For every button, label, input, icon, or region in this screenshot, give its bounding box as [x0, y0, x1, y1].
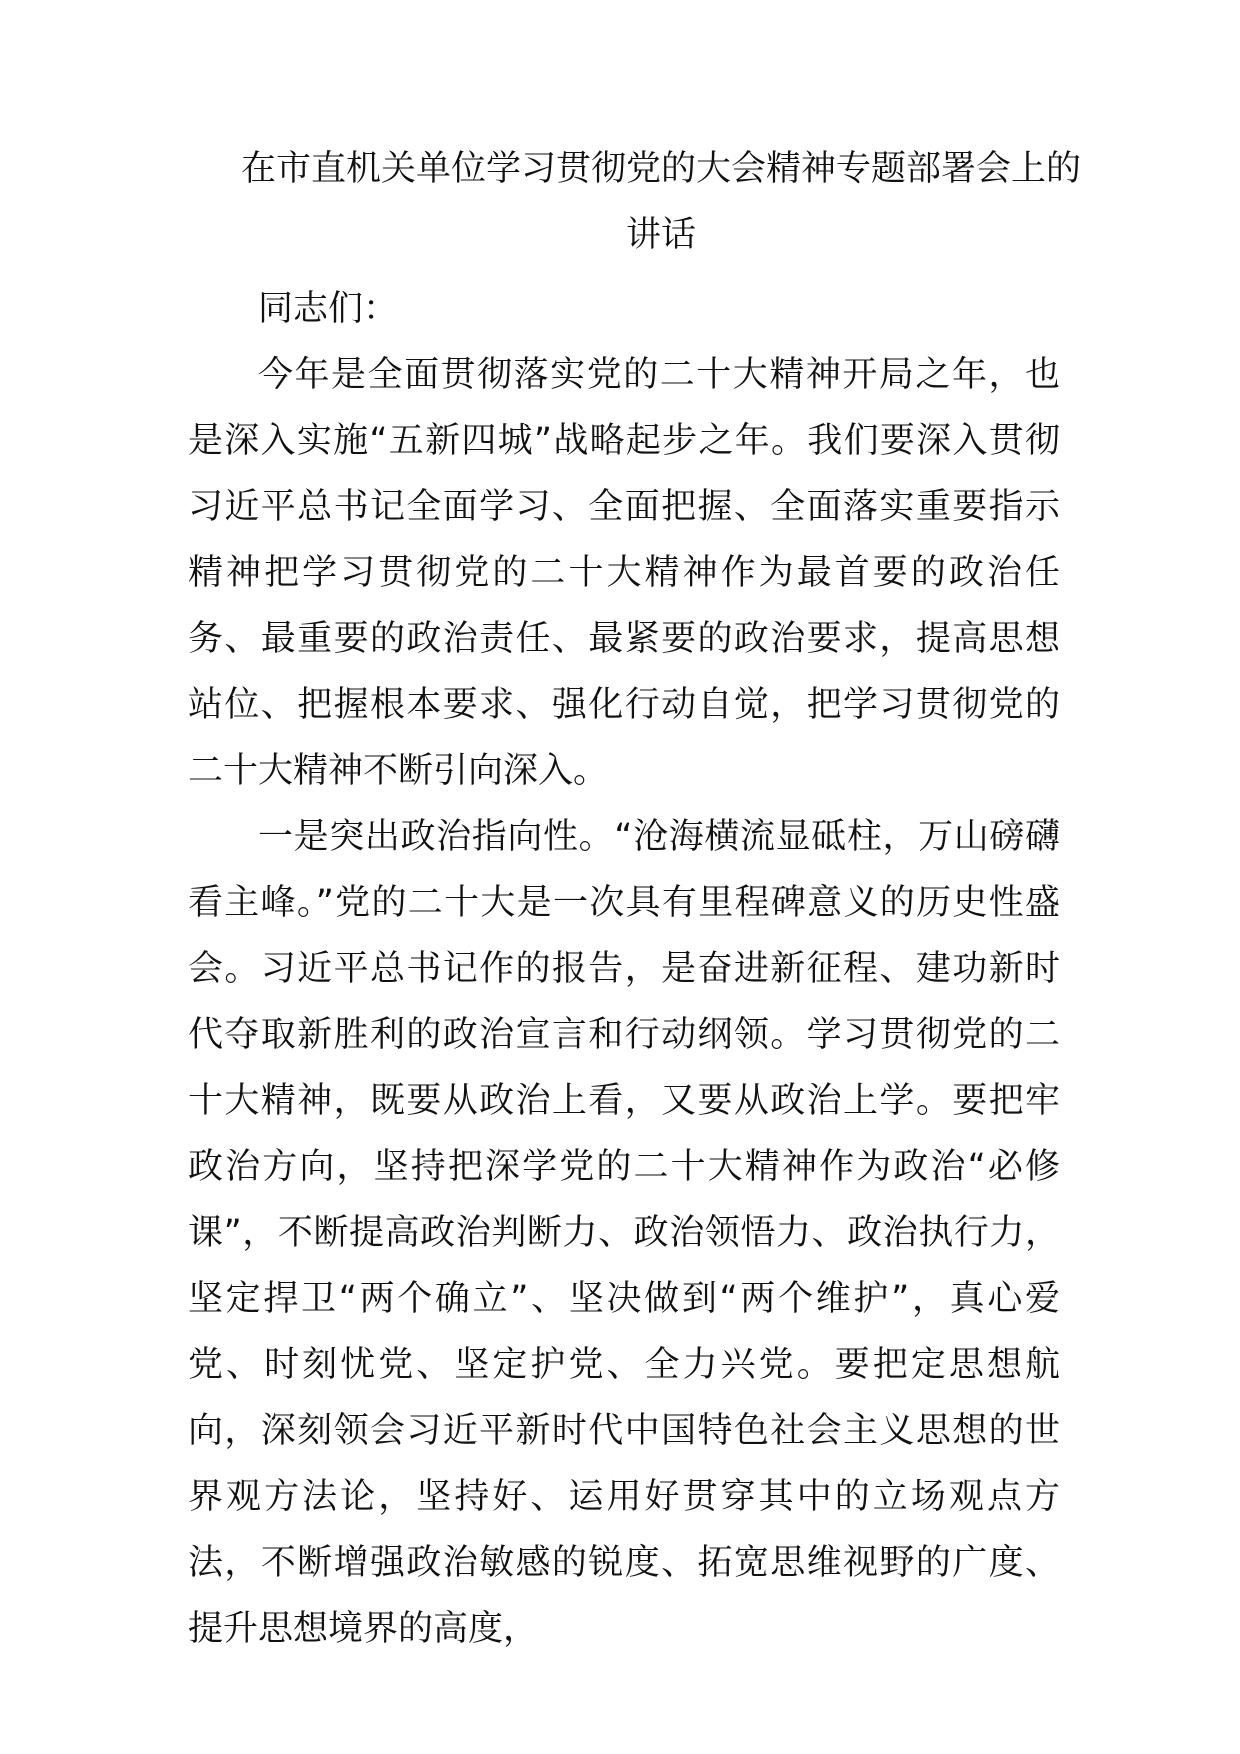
document-title: 在市直机关单位学习贯彻党的大会精神专题部署会上的讲话: [240, 149, 1081, 255]
paragraph-political-orientation: 一是突出政治指向性。“沧海横流显砥柱，万山磅礴看主峰。”党的二十大是一次具有里程碑意义的历史性盛会。习近平总书记作的报告，是奋进新征程、建功新时代夺取新胜利的政治宣言和行动纲领。学习贯彻党的二十大精神，既要从政治上看，又要从政治上学。要把牢政治方向，坚持把深学党的二十大精神作为政治“必修课”，不断提高政治判断力、政治领悟力、政治执行力，坚定捍卫“两个确立”、坚决做到“两个维护”，真心爱党、时刻忧党、坚定护党、全力兴党。要把定思想航向，深刻领会习近平新时代中国特色社会主义思想的世界观方法论，坚持好、运用好贯穿其中的立场观点方法，不断增强政治敏感的锐度、拓宽思维视野的广度、提升思想境界的高度，: [188, 817, 1060, 1649]
document-body: [188, 276, 1060, 1662]
paragraph-intro: 今年是全面贯彻落实党的二十大精神开局之年，也是深入实施“五新四城”战略起步之年。我们要深入贯彻习近平总书记全面学习、全面把握、全面落实重要指示精神把学习贯彻党的二十大精神作为最首要的政治任务、最重要的政治责任、最紧要的政治要求，提高思想站位、把握根本要求、强化行动自觉，把学习贯彻党的二十大精神不断引向深入。: [188, 355, 1060, 791]
salutation: 同志们：: [258, 289, 399, 329]
